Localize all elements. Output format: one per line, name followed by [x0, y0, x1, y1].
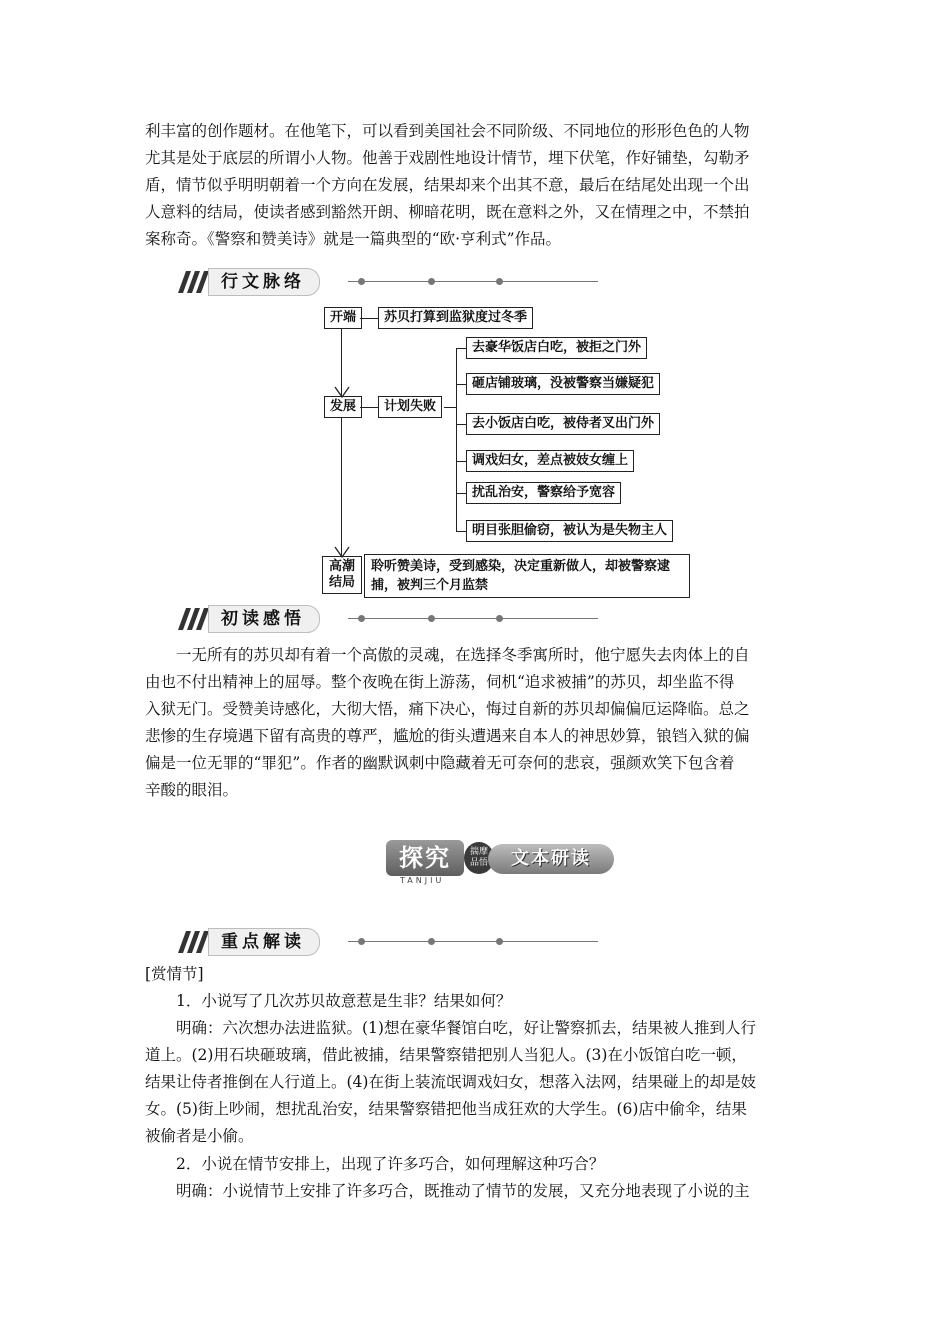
- section-header-structure: [178, 268, 598, 298]
- rail-dot: [358, 278, 365, 285]
- failure-item-4: 调戏妇女，差点被妓女缠上: [466, 450, 634, 472]
- connector: [456, 348, 466, 349]
- banner-pinyin: TANJIU: [400, 876, 445, 885]
- reading-line-6: 辛酸的眼泪。: [145, 781, 239, 799]
- ending-desc: [364, 554, 690, 598]
- connector: [456, 384, 466, 385]
- intro-line-2: 尤其是处于底层的所谓小人物。他善于戏剧性地设计情节，埋下伏笔，作好铺垫，勾勒矛: [145, 149, 750, 167]
- header-rail: [348, 281, 598, 282]
- section-title: 初读感悟: [208, 605, 320, 633]
- arrow-line: [341, 418, 342, 556]
- answer-1-line-5: 被偷者是小偷。: [145, 1127, 254, 1145]
- intro-line-5: 案称奇。《警察和赞美诗》就是一篇典型的“欧·亨利式”作品。: [145, 230, 562, 248]
- connector: [456, 461, 466, 462]
- failure-item-3: 去小饭店白吃，被侍者叉出门外: [466, 413, 660, 435]
- answer-2-line-1: 明确：小说情节上安排了许多巧合，既推动了情节的发展，又充分地表现了小说的主: [176, 1182, 750, 1200]
- arrow-down-icon: [334, 386, 350, 398]
- section-header-key-points: [178, 928, 598, 958]
- answer-1-line-3: 结果让侍者推倒在人行道上。(4)在街上装流氓调戏妇女，想落入法网，结果碰上的却是妓: [145, 1073, 756, 1091]
- answer-1-line-1: 明确：六次想办法进监狱。(1)想在豪华餐馆白吃，好让警察抓去，结果被人推到人行: [176, 1019, 756, 1037]
- answer-1-line-2: 道上。(2)用石块砸玻璃，借此被捕，结果警察错把别人当犯人。(3)在小饭馆白吃一顿，: [145, 1046, 747, 1064]
- rail-dot: [428, 938, 435, 945]
- failure-item-5: 扰乱治安，警察给予宽容: [466, 482, 621, 504]
- stage-opening: 开端: [324, 307, 362, 329]
- reading-line-5: 偏是一位无罪的“罪犯”。作者的幽默讽刺中隐藏着无可奈何的悲哀，强颜欢笑下包含着: [145, 754, 735, 772]
- banner-small-1: 揣摩: [469, 847, 488, 857]
- plan-failure: 计划失败: [378, 396, 442, 418]
- intro-line-4: 人意料的结局，使读者感到豁然开朗、柳暗花明，既在意料之外，又在情理之中，不禁拍: [145, 203, 750, 221]
- reading-line-3: 入狱无门。受赞美诗感化，大彻大悟，痛下决心，悔过自新的苏贝却偏偏厄运降临。总之: [145, 700, 750, 718]
- analysis-tag: [赏情节]: [145, 965, 204, 983]
- answer-1-line-4: 女。(5)街上吵闹，想扰乱治安，结果警察错把他当成狂欢的大学生。(6)店中偷伞，结果: [145, 1100, 747, 1118]
- ending-line-2: 捕，被判三个月监禁: [371, 578, 489, 593]
- stage-climax: [322, 556, 362, 594]
- connector: [360, 407, 378, 408]
- question-1: 1．小说写了几次苏贝故意惹是生非？结果如何？: [176, 992, 512, 1010]
- banner-main: 探究: [386, 840, 464, 876]
- failure-item-1: 去豪华饭店白吃，被拒之门外: [466, 337, 647, 359]
- rail-dot: [496, 938, 503, 945]
- section-title: 行文脉络: [208, 268, 320, 296]
- rail-dot: [428, 278, 435, 285]
- intro-line-3: 盾，情节似乎明明朝着一个方向在发展，结果却来个出其不意，最后在结尾处出现一个出: [145, 176, 750, 194]
- opening-desc: 苏贝打算到监狱度过冬季: [378, 307, 533, 329]
- failure-item-6: 明目张胆偷窃，被认为是失物主人: [466, 520, 673, 542]
- connector: [456, 424, 466, 425]
- stage-development: 发展: [324, 396, 362, 418]
- ending-line-1: 聆听赞美诗，受到感染，决定重新做人，却被警察逮: [371, 559, 671, 574]
- arrow-down-icon: [334, 546, 350, 558]
- connector: [444, 407, 456, 408]
- stage-climax-label-2: 结局: [328, 575, 355, 590]
- header-rail: [348, 618, 598, 619]
- intro-line-1: 利丰富的创作题材。在他笔下，可以看到美国社会不同阶级、不同地位的形形色色的人物: [145, 122, 750, 140]
- reading-line-1: 一无所有的苏贝却有着一个高傲的灵魂，在选择冬季寓所时，他宁愿失去肉体上的自: [176, 646, 750, 664]
- connector: [456, 531, 466, 532]
- rail-dot: [428, 615, 435, 622]
- banner-right: 文本研读: [488, 844, 614, 874]
- question-2: 2．小说在情节安排上，出现了许多巧合，如何理解这种巧合？: [176, 1155, 605, 1173]
- connector: [360, 318, 378, 319]
- rail-dot: [358, 615, 365, 622]
- rail-dot: [496, 278, 503, 285]
- reading-line-2: 由也不付出精神上的屈辱。整个夜晚在街上游荡，伺机“追求被捕”的苏贝，却坐监不得: [145, 673, 735, 691]
- bracket-line: [456, 348, 457, 531]
- banner-small-2: 品悟: [469, 858, 488, 868]
- rail-dot: [496, 615, 503, 622]
- rail-dot: [358, 938, 365, 945]
- reading-line-4: 悲惨的生存境遇下留有高贵的尊严，尴尬的街头遭遇来自本人的神思妙算，锒铛入狱的偏: [145, 727, 750, 745]
- failure-item-2: 砸店铺玻璃，没被警察当嫌疑犯: [466, 373, 660, 395]
- connector: [456, 493, 466, 494]
- header-rail: [348, 941, 598, 942]
- section-banner: [386, 838, 616, 886]
- section-header-first-reading: [178, 605, 598, 635]
- stage-climax-label-1: 高潮: [328, 559, 355, 574]
- section-title: 重点解读: [208, 928, 320, 956]
